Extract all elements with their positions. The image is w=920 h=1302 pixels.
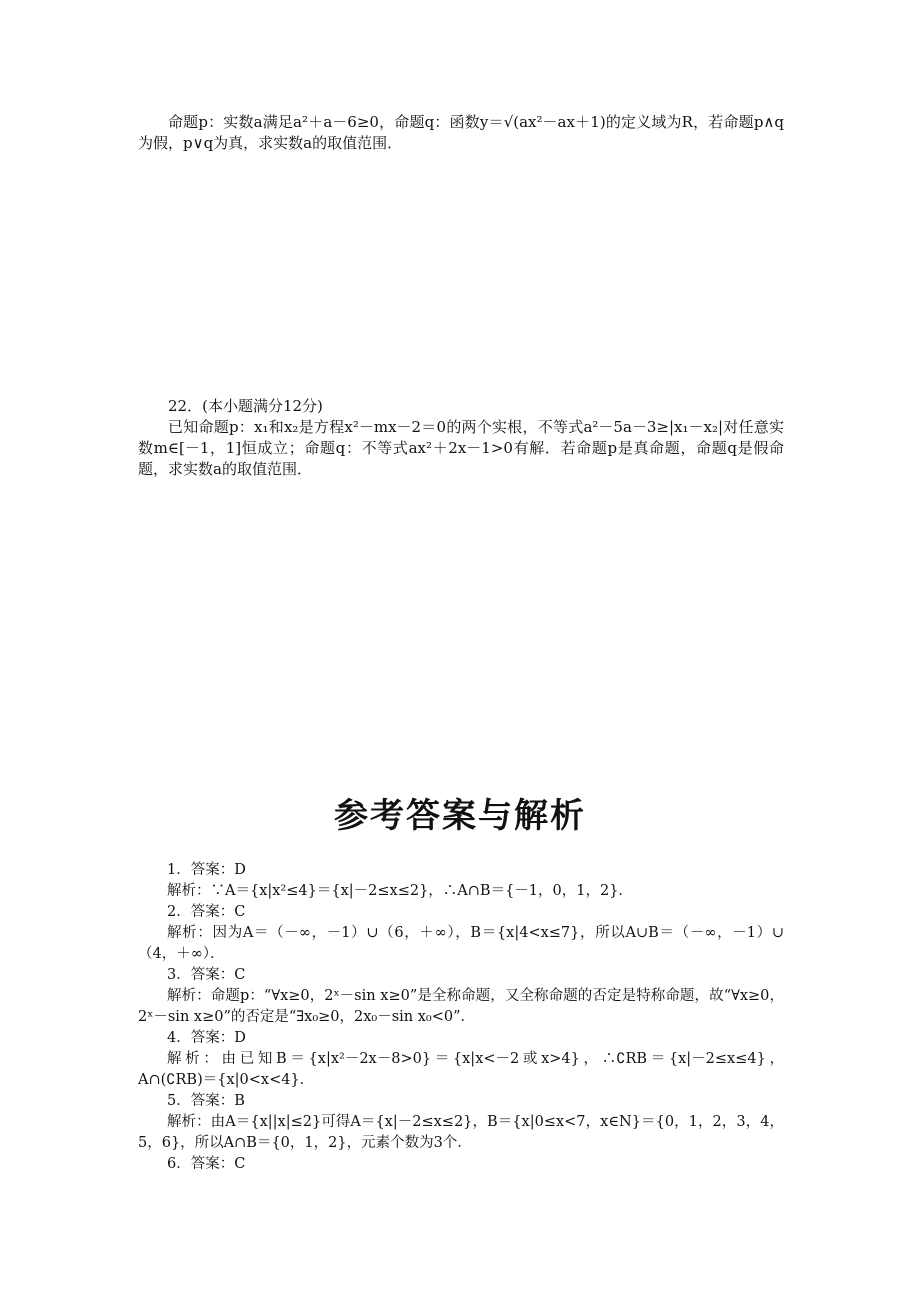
- answer-3-label: 3．答案：C: [167, 967, 246, 983]
- answer-1-analysis: 解析：∵A＝{x|x²≤4}＝{x|－2≤x≤2}，∴A∩B＝{－1，0，1，2}．: [167, 883, 633, 899]
- question-22: [138, 396, 784, 480]
- question-21: [138, 112, 784, 154]
- question-22-heading: 22．(本小题满分12分): [168, 397, 323, 415]
- answer-1-label: 1．答案：D: [167, 862, 246, 878]
- answer-4-analysis: 解析：由已知B＝{x|x²－2x－8>0}＝{x|x<－2或x>4}，∴∁RB＝{x|－2≤x≤4}，A∩(∁RB)＝{x|0<x<4}．: [138, 1051, 784, 1088]
- answer-5-label: 5．答案：B: [167, 1093, 245, 1109]
- answer-3-analysis: 解析：命题p：“∀x≥0，2ˣ－sin x≥0”是全称命题，又全称命题的否定是特称命题，故“∀x≥0，2ˣ－sin x≥0”的否定是“∃x₀≥0，2x₀－sin x₀<0”．: [138, 988, 784, 1025]
- answers-list: [138, 860, 784, 1175]
- answer-2-analysis: 解析：因为A＝（－∞，－1）∪（6，＋∞），B＝{x|4<x≤7}，所以A∪B＝（－∞，－1）∪（4，＋∞）．: [138, 925, 784, 962]
- answer-2-label: 2．答案：C: [167, 904, 246, 920]
- answers-section-title: 参考答案与解析: [334, 796, 586, 836]
- question-22-text: 已知命题p：x₁和x₂是方程x²－mx－2＝0的两个实根，不等式a²－5a－3≥|x₁－x₂|对任意实数m∈[－1，1]恒成立；命题q：不等式ax²＋2x－1>0有解．若命题p是真命题，命题q是假命题，求实数a的取值范围．: [138, 418, 784, 478]
- answer-6-label: 6．答案：C: [167, 1156, 246, 1172]
- question-21-text: 命题p：实数a满足a²＋a－6≥0，命题q：函数y＝√(ax²－ax＋1)的定义域为R，若命题p∧q为假，p∨q为真，求实数a的取值范围．: [138, 113, 784, 152]
- answer-5-analysis: 解析：由A＝{x||x|≤2}可得A＝{x|－2≤x≤2}，B＝{x|0≤x<7，x∈N}＝{0，1，2，3，4，5，6}，所以A∩B＝{0，1，2}，元素个数为3个．: [138, 1114, 784, 1151]
- answer-4-label: 4．答案：D: [167, 1030, 246, 1046]
